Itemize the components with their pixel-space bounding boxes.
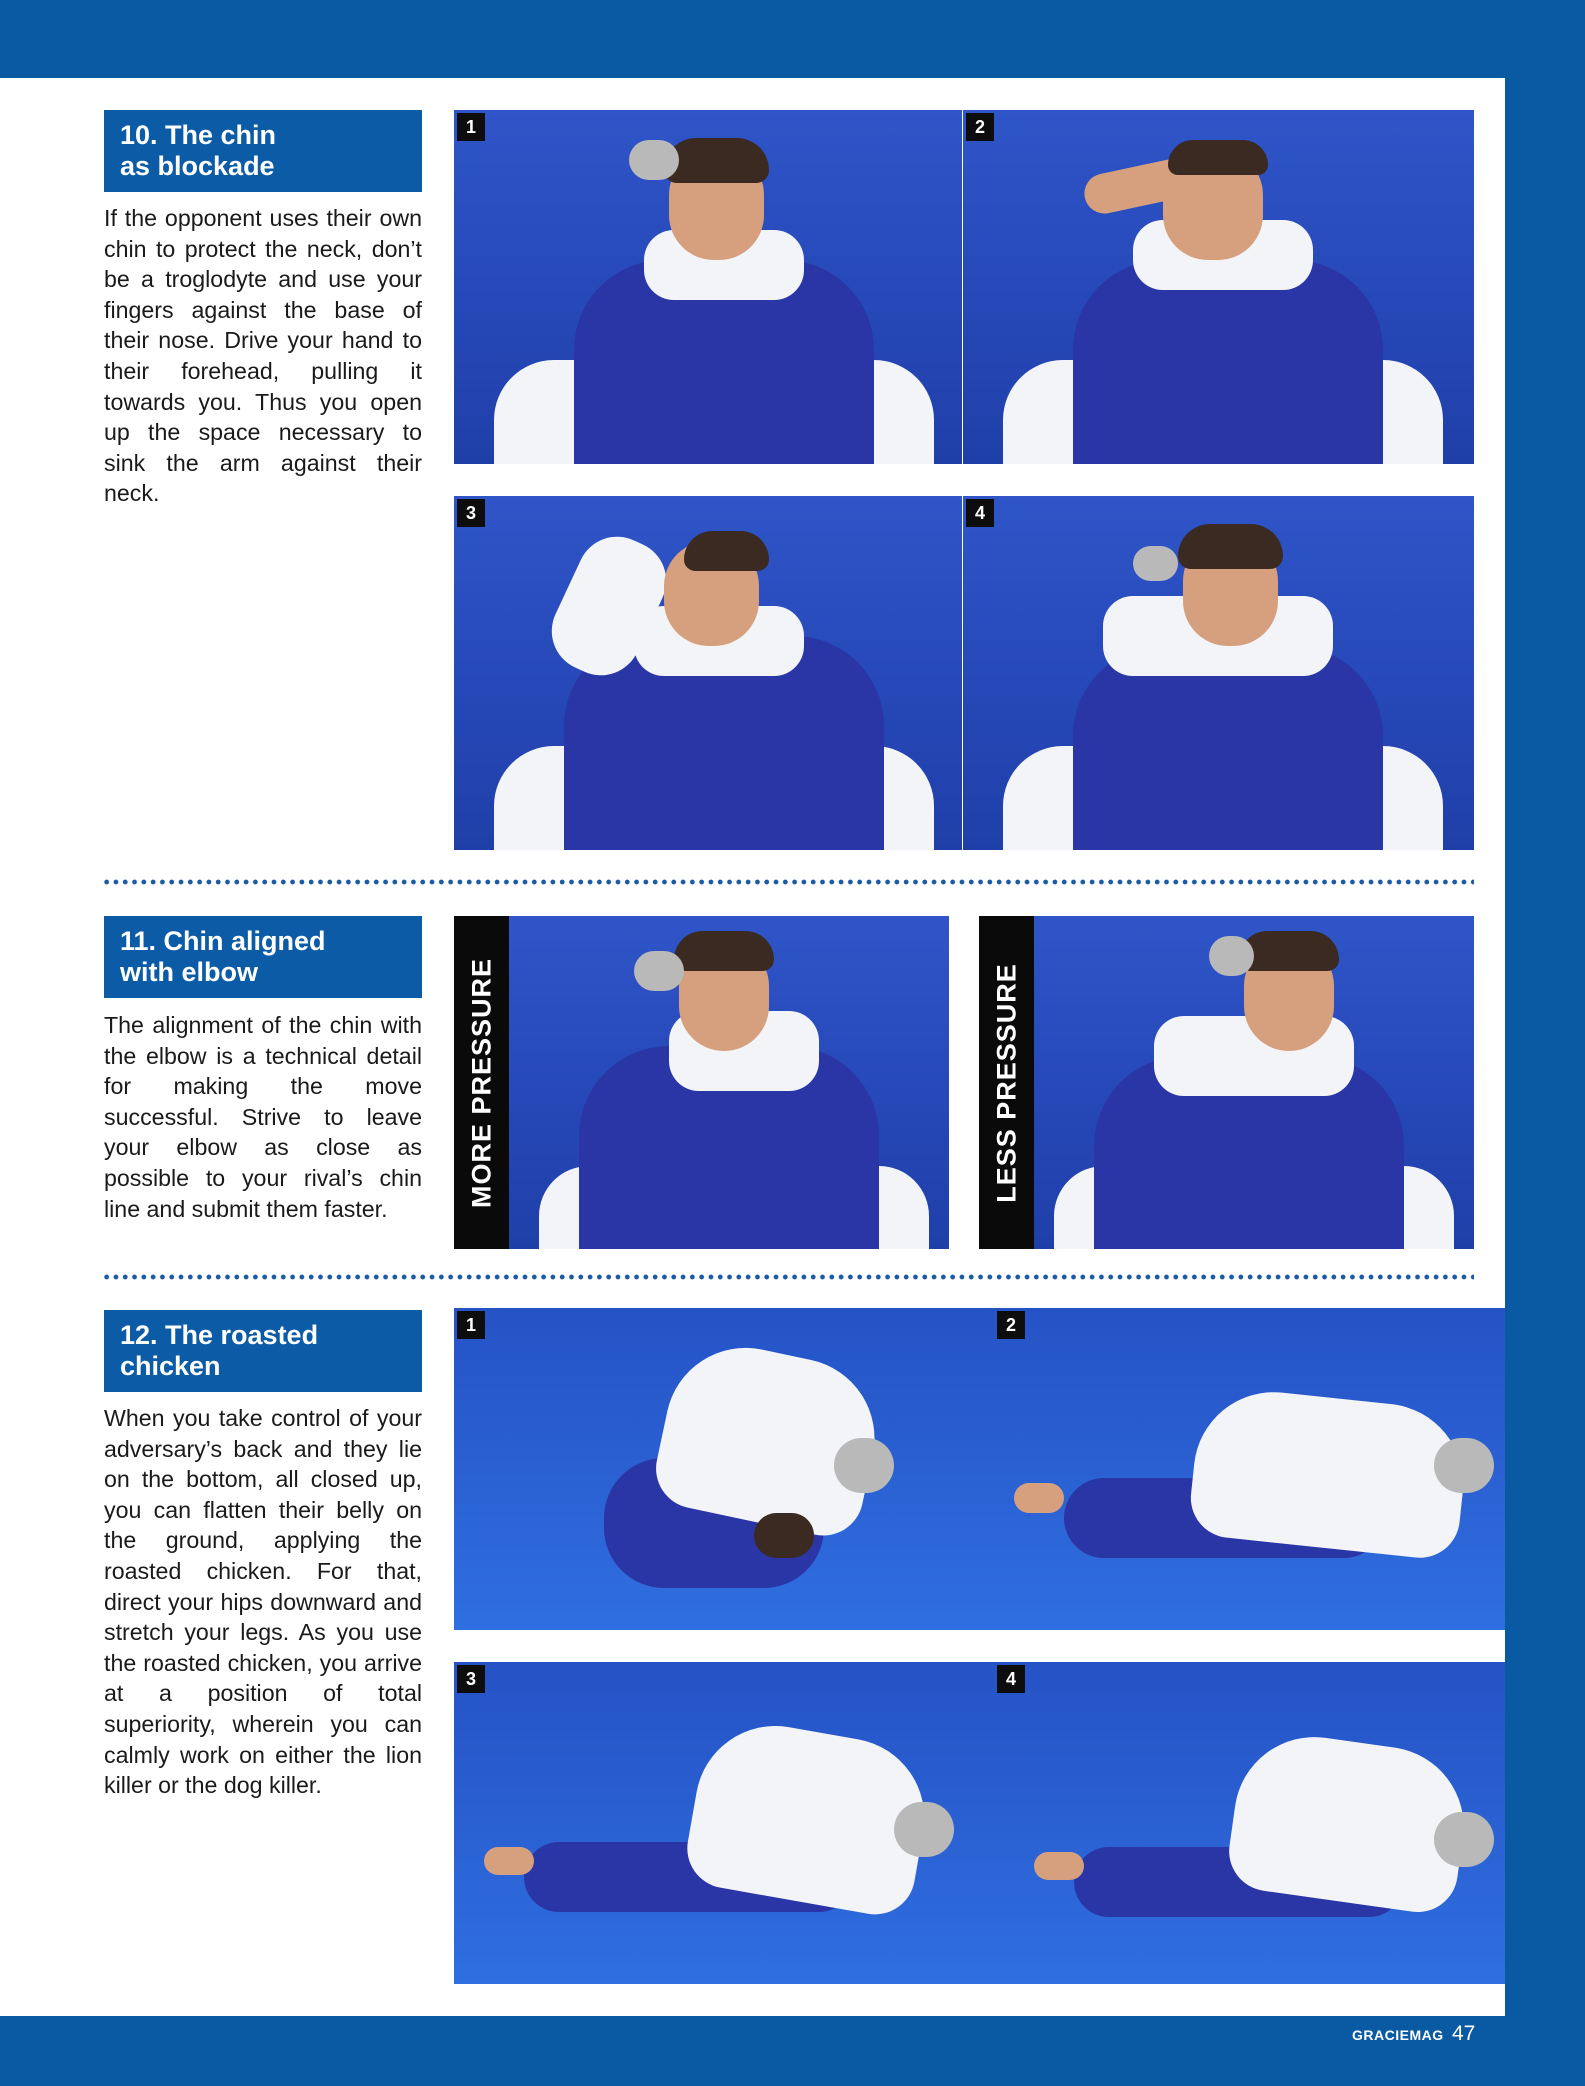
step-badge-3: 3 — [457, 499, 485, 527]
section-11-title-line2: with elbow — [120, 957, 258, 987]
section-12-photo-4 — [994, 1662, 1505, 1984]
section-10-photo-2 — [963, 110, 1474, 464]
less-pressure-strip — [979, 916, 1034, 1249]
top-border — [0, 0, 1585, 78]
bottom-border — [0, 2016, 1585, 2086]
section-12-photo-3 — [454, 1662, 994, 1984]
section-10-title-line2: as blockade — [120, 151, 275, 181]
section-12-photo-2 — [994, 1308, 1505, 1630]
section-12-title — [104, 1310, 422, 1392]
section-11-title — [104, 916, 422, 998]
step-badge-2: 2 — [966, 113, 994, 141]
more-pressure-strip — [454, 916, 509, 1249]
page-number: 47 — [1452, 2022, 1476, 2045]
section-10-photo-4 — [963, 496, 1474, 850]
section-12-photo-1 — [454, 1308, 994, 1630]
section-11-title-line1: 11. Chin aligned — [120, 926, 326, 956]
more-pressure-label: MORE PRESSURE — [466, 957, 496, 1208]
section-10-title — [104, 110, 422, 192]
footer-magazine-name: GRACIEMAG — [1352, 2027, 1444, 2043]
step-badge-4: 4 — [997, 1665, 1025, 1693]
step-badge-4: 4 — [966, 499, 994, 527]
right-border — [1505, 0, 1585, 2086]
more-pressure-photo — [509, 916, 949, 1249]
section-12-body: When you take control of your adversary’s back and they lie on the bottom, all closed up, you can flatten their belly on the ground, applying the roasted chicken. For that, direct your hips downward and stretch your legs. As you use the roasted chicken, you arrive at a position of total superiority, wherein you can calmly work on either the lion killer or the dog killer. — [104, 1405, 422, 1799]
less-pressure-label: LESS PRESSURE — [991, 962, 1021, 1203]
section-12-title-line1: 12. The roasted — [120, 1320, 319, 1350]
section-10-body: If the opponent uses their own chin to protect the neck, don’t be a troglodyte and use your fingers against the base of their nose. Drive your hand to their forehead, pulling it towards you. Thus you open up the space necessary to sink the arm against their neck. — [104, 205, 422, 507]
dotted-divider — [102, 1274, 1474, 1280]
section-10-title-line1: 10. The chin — [120, 120, 277, 150]
step-badge-1: 1 — [457, 113, 485, 141]
step-badge-2: 2 — [997, 1311, 1025, 1339]
dotted-divider — [102, 879, 1474, 885]
less-pressure-photo — [1034, 916, 1474, 1249]
step-badge-1: 1 — [457, 1311, 485, 1339]
step-badge-3: 3 — [457, 1665, 485, 1693]
section-10-photo-3 — [454, 496, 962, 850]
section-11-body: The alignment of the chin with the elbow is a technical detail for making the move successful. Strive to leave your elbow as close as possible to your rival’s chin line and submit them faster. — [104, 1012, 422, 1222]
section-10-photo-1 — [454, 110, 962, 464]
section-12-title-line2: chicken — [120, 1351, 221, 1381]
